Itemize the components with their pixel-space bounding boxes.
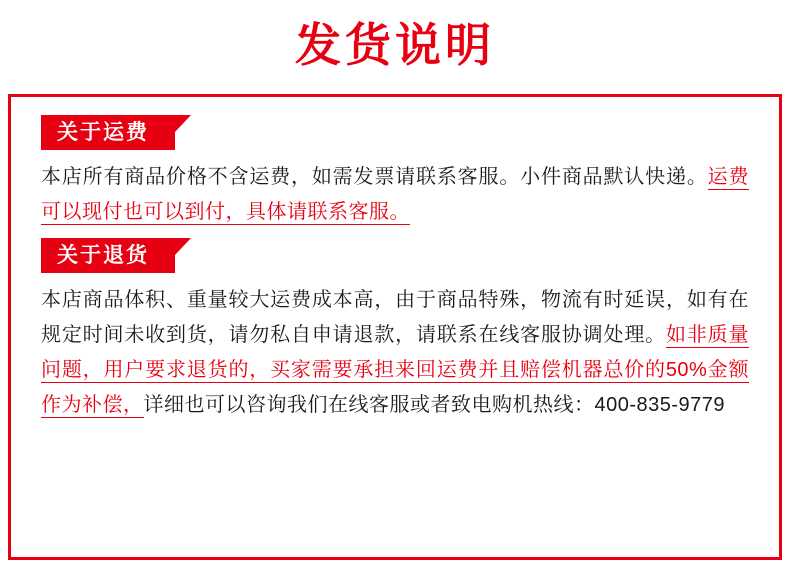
section-shipping-text-highlight: 运费可以现付也可以到付，具体请联系客服。 <box>41 166 750 223</box>
section-shipping <box>41 115 749 230</box>
content-frame <box>8 94 782 560</box>
section-return <box>41 238 749 423</box>
section-shipping-text-plain: 本店所有商品价格不含运费，如需发票请联系客服。小件商品默认快递。 <box>41 166 708 188</box>
section-return-text-highlight: 如非质量问题，用户要求退货的，买家需要承担来回运费并且赔偿机器总价的50%金额作为补偿， <box>41 324 750 416</box>
section-shipping-tag: 关于运费 <box>41 115 175 150</box>
content-inner <box>11 97 779 423</box>
page-title: 发货说明 <box>295 19 495 71</box>
section-return-tag: 关于退货 <box>41 238 175 273</box>
section-return-text-plain-2: 详细也可以咨询我们在线客服或者致电购机热线：400-835-9779 <box>143 394 726 416</box>
section-shipping-paragraph <box>41 160 749 230</box>
section-return-paragraph <box>41 283 749 423</box>
section-return-text-plain-1: 本店商品体积、重量较大运费成本高，由于商品特殊，物流有时延误，如有在规定时间未收到货，请勿私自申请退款，请联系在线客服协调处理。 <box>41 289 749 346</box>
